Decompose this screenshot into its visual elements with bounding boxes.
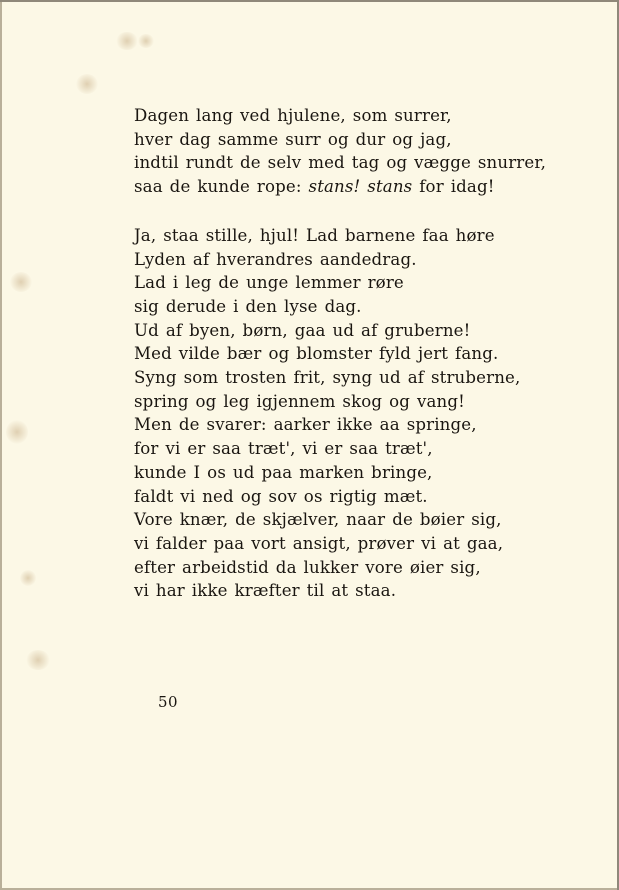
verse-line: Lyden af hverandres aandedrag. bbox=[134, 249, 417, 269]
verse-line bbox=[134, 175, 574, 199]
verse-line: faldt vi ned og sov os rigtig mæt. bbox=[134, 486, 428, 506]
verse-line: Vore knær, de skjælver, naar de bøier sig, bbox=[134, 510, 502, 530]
verse-line: Ud af byen, børn, gaa ud af gruberne! bbox=[134, 320, 471, 340]
verse-line: vi har ikke kræfter til at staa. bbox=[134, 581, 397, 601]
foxing-spot bbox=[20, 570, 36, 586]
page-number: 50 bbox=[158, 693, 179, 711]
foxing-spot bbox=[26, 650, 50, 670]
verse-emphasis: stans! stans bbox=[308, 177, 413, 197]
foxing-spot bbox=[6, 420, 28, 444]
verse-line: Med vilde bær og blomster fyld jert fang. bbox=[134, 344, 499, 364]
verse-line-end: for idag! bbox=[412, 177, 495, 197]
verse-line: hver dag samme surr og dur og jag, bbox=[134, 129, 452, 149]
verse-line: kunde I os ud paa marken bringe, bbox=[134, 462, 433, 482]
verse-line: Men de svarer: aarker ikke aa springe, bbox=[134, 415, 477, 435]
verse-line: vi falder paa vort ansigt, prøver vi at gaa, bbox=[134, 533, 504, 553]
foxing-spot bbox=[138, 34, 154, 48]
stanza-2 bbox=[134, 224, 574, 603]
foxing-spot bbox=[76, 74, 98, 94]
foxing-spot bbox=[10, 272, 32, 292]
verse-line: Lad i leg de unge lemmer røre bbox=[134, 273, 404, 293]
verse-line: for vi er saa træt', vi er saa træt', bbox=[134, 439, 433, 459]
poem-text bbox=[134, 104, 574, 603]
verse-line: Ja, staa stille, hjul! Lad barnene faa høre bbox=[134, 225, 495, 245]
verse-line: efter arbeidstid da lukker vore øier sig, bbox=[134, 557, 481, 577]
foxing-spot bbox=[116, 32, 138, 50]
verse-line: indtil rundt de selv med tag og vægge snurrer, bbox=[134, 153, 547, 173]
verse-line-start: saa de kunde rope: bbox=[134, 177, 309, 197]
verse-line: sig derude i den lyse dag. bbox=[134, 296, 362, 316]
verse-line: spring og leg igjennem skog og vang! bbox=[134, 391, 465, 411]
page-edge-top bbox=[0, 0, 619, 2]
verse-line: Dagen lang ved hjulene, som surrer, bbox=[134, 106, 452, 125]
stanza-1 bbox=[134, 104, 574, 199]
verse-line: Syng som trosten frit, syng ud af struberne, bbox=[134, 368, 521, 388]
